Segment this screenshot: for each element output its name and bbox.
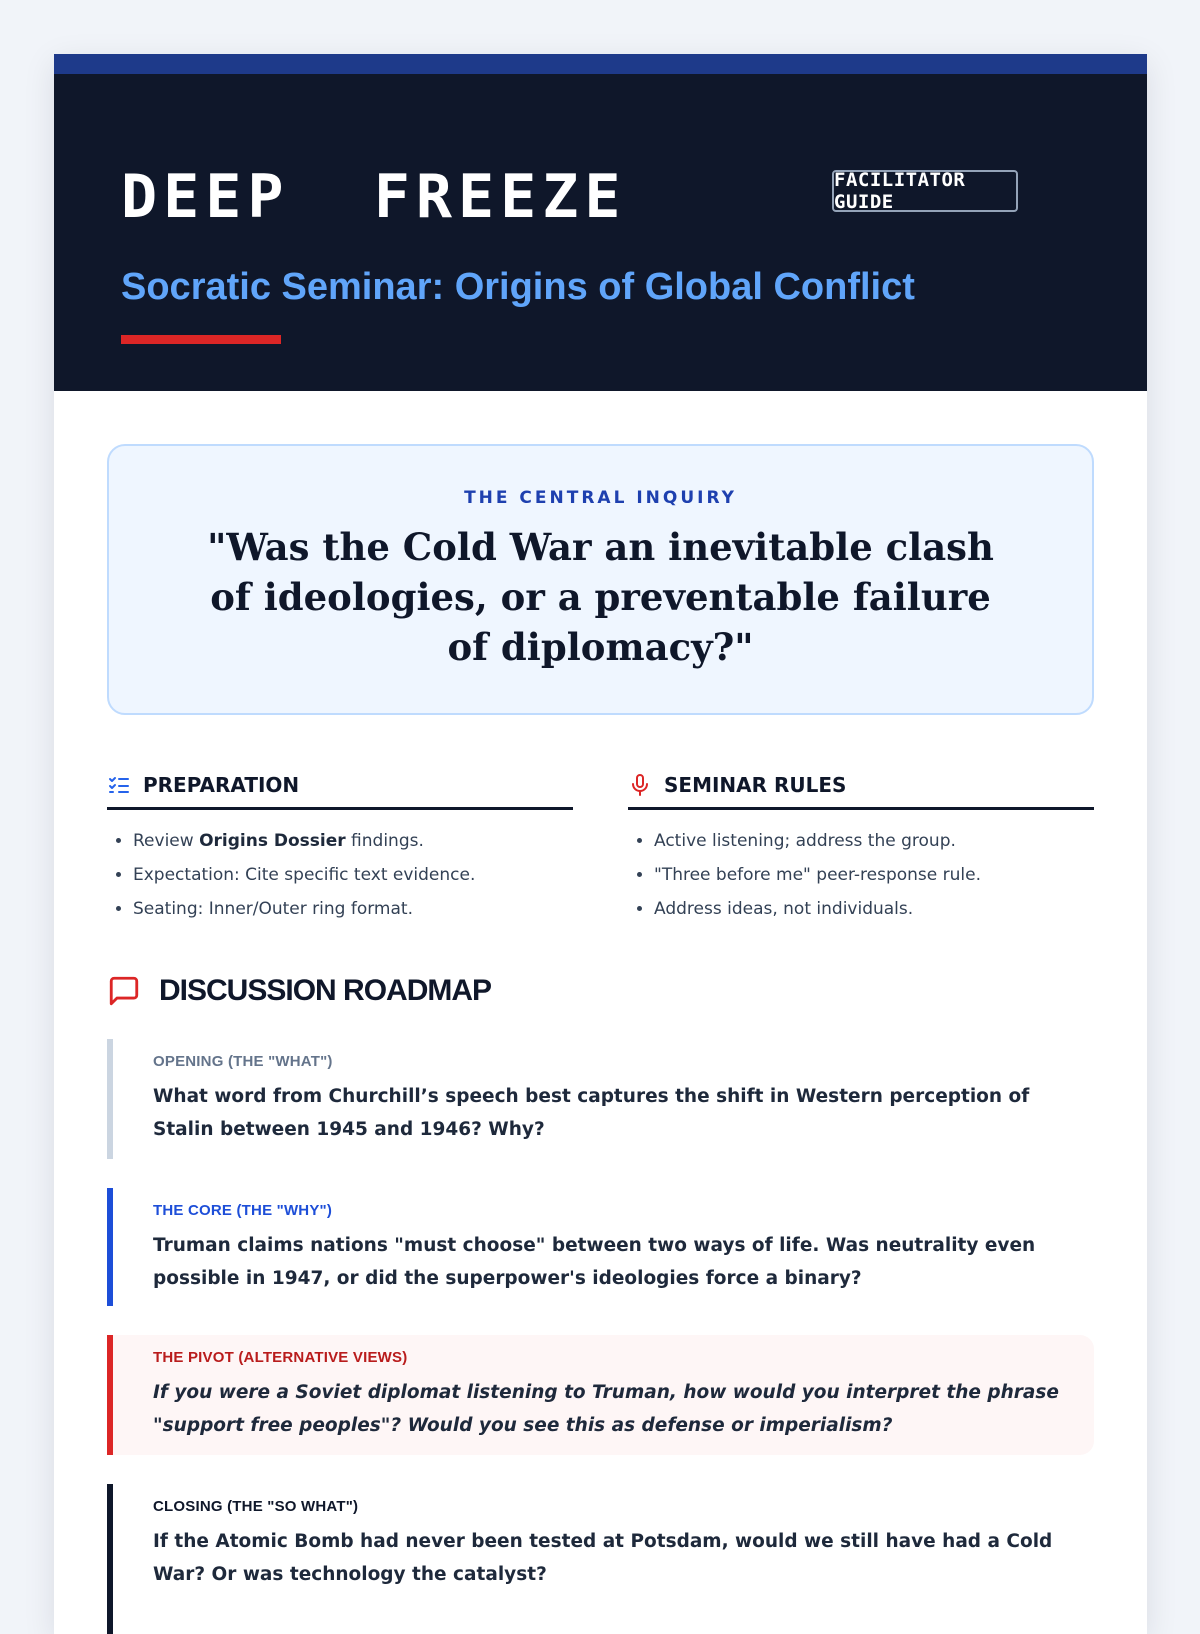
roadmap-title: DISCUSSION ROADMAP — [159, 974, 492, 1007]
list-item: • Address ideas, not individuals. — [654, 892, 1094, 926]
step-label: THE CORE (THE "WHY") — [153, 1202, 333, 1219]
roadmap-step-opening — [107, 1039, 1094, 1159]
step-label: OPENING (THE "WHAT") — [153, 1053, 333, 1070]
central-inquiry-card — [107, 444, 1094, 715]
preparation-section — [107, 766, 573, 926]
brand-title: DEEP FREEZE — [121, 162, 627, 232]
rules-header — [628, 766, 1094, 810]
list-item: • Active listening; address the group. — [654, 824, 1094, 858]
roadmap-step-pivot — [107, 1335, 1094, 1455]
microphone-icon — [628, 773, 652, 797]
roadmap-header — [107, 974, 491, 1008]
guide-page — [54, 54, 1147, 1634]
list-item: • Review Origins Dossier findings. — [133, 824, 573, 858]
roadmap-step-core — [107, 1188, 1094, 1306]
step-label: THE PIVOT (ALTERNATIVE VIEWS) — [153, 1349, 408, 1366]
header — [54, 74, 1147, 391]
preparation-list — [107, 824, 573, 926]
step-question: If you were a Soviet diplomat listening to Truman, how would you interpret the phrase "support free peoples"? Would you see this as defense or imperialism? — [153, 1382, 1059, 1436]
accent-rule — [121, 335, 281, 344]
page-subtitle: Socratic Seminar: Origins of Global Conflict — [121, 266, 915, 308]
step-question: Truman claims nations "must choose" between two ways of life. Was neutrality even possible in 1947, or did the superpower's ideologies force a binary? — [153, 1235, 1036, 1289]
inquiry-kicker: THE CENTRAL INQUIRY — [464, 488, 737, 508]
list-item: • "Three before me" peer-response rule. — [654, 858, 1094, 892]
rules-title: SEMINAR RULES — [664, 772, 847, 797]
inquiry-question: "Was the Cold War an inevitable clash of ideologies, or a preventable failure of diplomacy?" — [207, 525, 994, 669]
step-question: What word from Churchill’s speech best captures the shift in Western perception of Stalin between 1945 and 1946? Why? — [153, 1086, 1030, 1140]
chat-bubble-icon — [107, 974, 141, 1008]
rules-section — [628, 766, 1094, 926]
rules-list — [628, 824, 1094, 926]
preparation-header — [107, 766, 573, 810]
top-accent-bar — [54, 54, 1147, 74]
roadmap-step-closing — [107, 1484, 1094, 1634]
preparation-title: PREPARATION — [143, 772, 300, 797]
list-item: • Expectation: Cite specific text evidence. — [133, 858, 573, 892]
facilitator-badge: FACILITATOR GUIDE — [832, 170, 1018, 212]
step-question: If the Atomic Bomb had never been tested at Potsdam, would we still have had a Cold War? Or was technology the catalyst? — [153, 1531, 1053, 1585]
step-label: CLOSING (THE "SO WHAT") — [153, 1498, 359, 1515]
list-item: • Seating: Inner/Outer ring format. — [133, 892, 573, 926]
checklist-icon — [107, 773, 131, 797]
